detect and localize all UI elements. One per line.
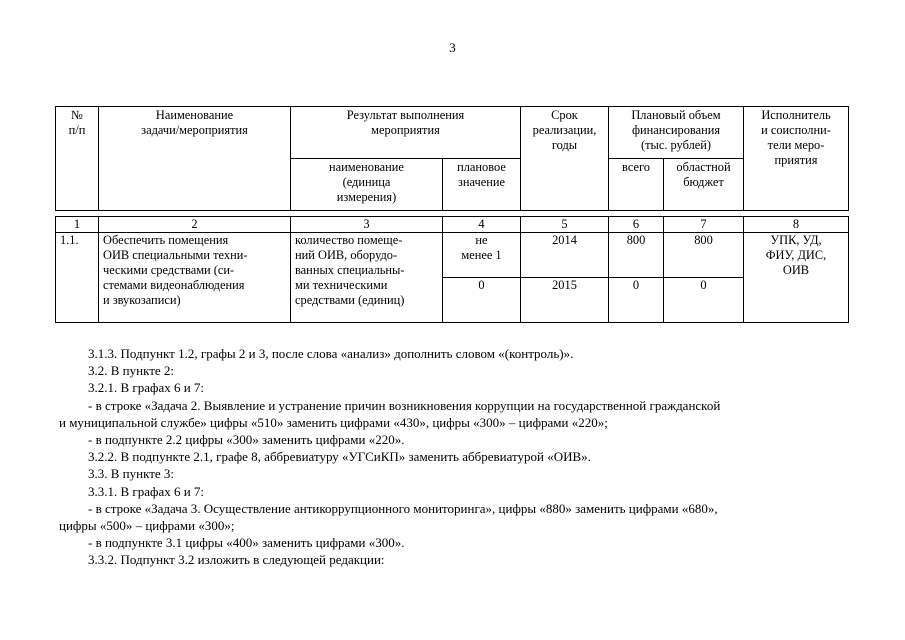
- paragraph-continuation: и муниципальной службе» цифры «510» заменить цифрами «430», цифры «300» – цифрами «220»;: [59, 414, 608, 430]
- column-number: 7: [664, 217, 744, 233]
- paragraph: 3.2. В пункте 2:: [88, 363, 175, 379]
- column-number: 1: [56, 217, 99, 233]
- header-col-result-value: плановое значение: [443, 159, 521, 211]
- header-col-finance: Плановый объем финансирования (тыс. рублей): [609, 107, 744, 159]
- paragraph: 3.2.1. В графах 6 и 7:: [88, 380, 205, 396]
- header-col-number: № п/п: [56, 107, 99, 211]
- paragraph: - в подпункте 3.1 цифры «400» заменить цифрами «300».: [88, 535, 405, 551]
- row-plan-value: 0: [443, 278, 521, 323]
- row-executor: УПК, УД, ФИУ, ДИС, ОИВ: [744, 233, 849, 323]
- row-finance-regional: 800: [664, 233, 744, 278]
- paragraph: 3.2.2. В подпункте 2.1, графе 8, аббревиатуру «УГСиКП» заменить аббревиатурой «ОИВ».: [88, 449, 591, 465]
- column-numbering-row: [56, 217, 849, 233]
- table-body: [55, 216, 849, 323]
- header-col-term: Срок реализации, годы: [521, 107, 609, 211]
- row-finance-total: 0: [609, 278, 664, 323]
- column-number: 8: [744, 217, 849, 233]
- paragraph: - в строке «Задача 2. Выявление и устранение причин возникновения коррупции на государственной гражданской: [88, 397, 721, 413]
- header-col-finance-total: всего: [609, 159, 664, 211]
- paragraph: 3.3.2. Подпункт 3.2 изложить в следующей редакции:: [88, 552, 385, 568]
- column-number: 5: [521, 217, 609, 233]
- row-number: 1.1.: [56, 233, 99, 323]
- column-number: 2: [99, 217, 291, 233]
- page-number: 3: [449, 40, 456, 55]
- table-header: [55, 106, 849, 211]
- paragraph: - в подпункте 2.2 цифры «300» заменить цифрами «220».: [88, 432, 405, 448]
- paragraph: 3.3.1. В графах 6 и 7:: [88, 483, 205, 499]
- row-plan-value: не менее 1: [443, 233, 521, 278]
- header-col-result-name: наименование (единица измерения): [291, 159, 443, 211]
- header-col-executor: Исполнитель и соисполни- тели меро- приятия: [744, 107, 849, 211]
- paragraph: 3.1.3. Подпункт 1.2, графы 2 и 3, после слова «анализ» дополнить словом «(контроль)».: [88, 346, 574, 361]
- paragraph: 3.3. В пункте 3:: [88, 466, 175, 482]
- header-col-finance-regional: областной бюджет: [664, 159, 744, 211]
- header-col-result: Результат выполнения мероприятия: [291, 107, 521, 159]
- row-finance-total: 800: [609, 233, 664, 278]
- document-body: [59, 345, 844, 569]
- row-task: Обеспечить помещения ОИВ специальными техни- ческими средствами (си- стемами видеонаблюдения и звукозаписи): [99, 233, 291, 323]
- paragraph-continuation: цифры «500» – цифрами «300»;: [59, 518, 235, 534]
- table-row: [56, 233, 849, 278]
- header-col-task: Наименование задачи/мероприятия: [99, 107, 291, 211]
- column-number: 6: [609, 217, 664, 233]
- row-finance-regional: 0: [664, 278, 744, 323]
- column-number: 4: [443, 217, 521, 233]
- row-term: 2014: [521, 233, 609, 278]
- paragraph: - в строке «Задача 3. Осуществление антикоррупционного мониторинга», цифры «880» заменить цифрами «680»,: [88, 500, 718, 516]
- row-term: 2015: [521, 278, 609, 323]
- column-number: 3: [291, 217, 443, 233]
- row-result-name: количество помеще- ний ОИВ, оборудо- ванных специальны- ми техническими средствами (единиц): [291, 233, 443, 323]
